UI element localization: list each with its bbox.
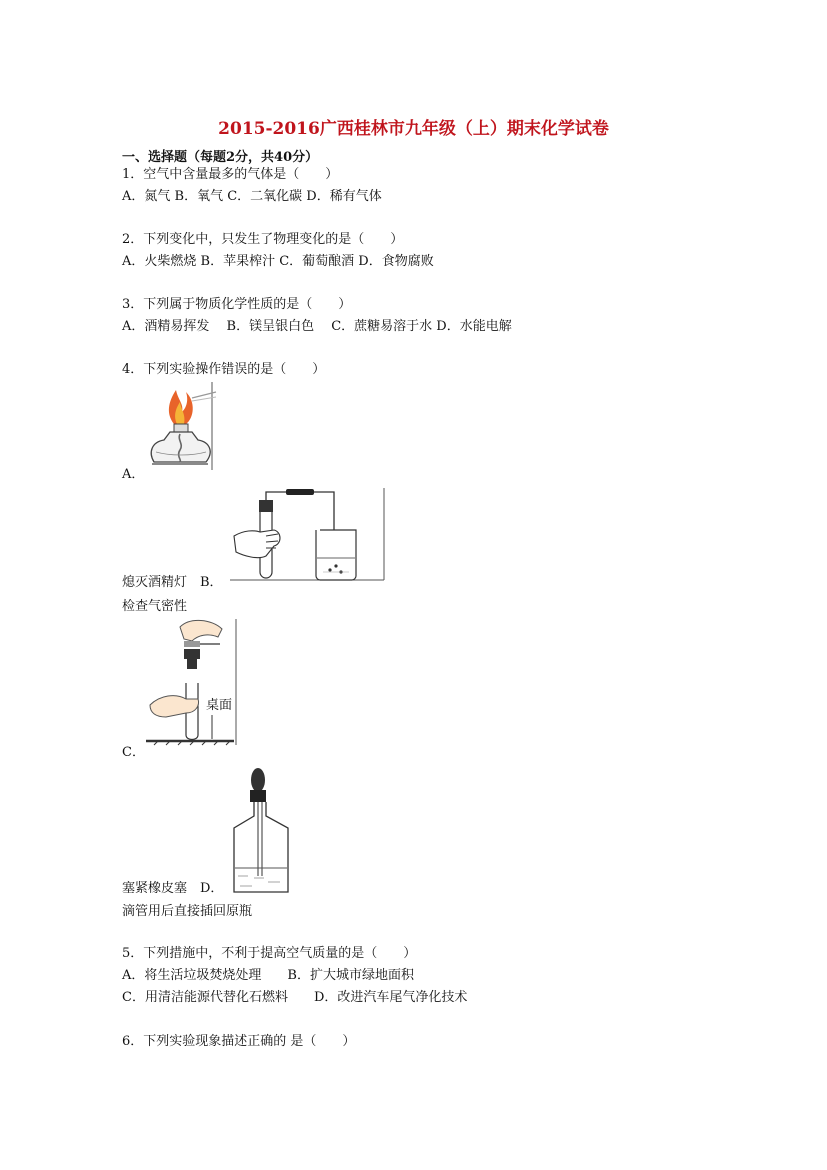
option-c-caption-and-d-label: 塞紧橡皮塞 D．	[122, 881, 224, 896]
question-3-options: A．酒精易挥发 B．镁呈银白色 C．蔗糖易溶于水 D．水能电解	[122, 319, 512, 334]
option-b-caption: 检查气密性	[122, 599, 188, 614]
table-label: 桌面	[206, 698, 233, 713]
section-heading: 一、选择题（每题2分，共40分）	[122, 150, 319, 165]
question-4-stem: 4．下列实验操作错误的是（ ）	[122, 362, 326, 377]
question-6-stem: 6．下列实验现象描述正确的 是（ ）	[122, 1034, 356, 1049]
question-5-stem: 5．下列措施中，不利于提高空气质量的是（ ）	[122, 946, 417, 961]
question-3-stem: 3．下列属于物质化学性质的是（ ）	[122, 297, 352, 312]
option-d-caption: 滴管用后直接插回原瓶	[122, 904, 253, 919]
hand-top-icon	[180, 620, 222, 641]
question-5-options-line-1: A．将生活垃圾焚烧处理 B．扩大城市绿地面积	[122, 968, 414, 983]
option-a-label: A．	[122, 467, 145, 482]
figure-c-rubber-stopper	[146, 617, 240, 747]
option-a-caption-and-b-label: 熄灭酒精灯 B．	[122, 575, 223, 590]
page-title: 2015-2016广西桂林市九年级（上）期末化学试卷	[218, 119, 609, 139]
question-2-stem: 2．下列变化中，只发生了物理变化的是（ ）	[122, 232, 404, 247]
figure-d-dropper-bottle	[228, 766, 296, 896]
option-c-label: C．	[122, 745, 145, 760]
question-5-options-line-2: C．用清洁能源代替化石燃料 D．改进汽车尾气净化技术	[122, 990, 468, 1005]
question-1-stem: 1．空气中含量最多的气体是（ ）	[122, 167, 339, 182]
figure-a-alcohol-lamp	[144, 380, 218, 472]
question-2-options: A．火柴燃烧 B．苹果榨汁 C．葡萄酿酒 D．食物腐败	[122, 254, 434, 269]
hand-icon	[234, 530, 280, 558]
question-1-options: A．氮气 B．氧气 C．二氧化碳 D．稀有气体	[122, 189, 382, 204]
figure-b-airtightness-check	[230, 486, 388, 582]
